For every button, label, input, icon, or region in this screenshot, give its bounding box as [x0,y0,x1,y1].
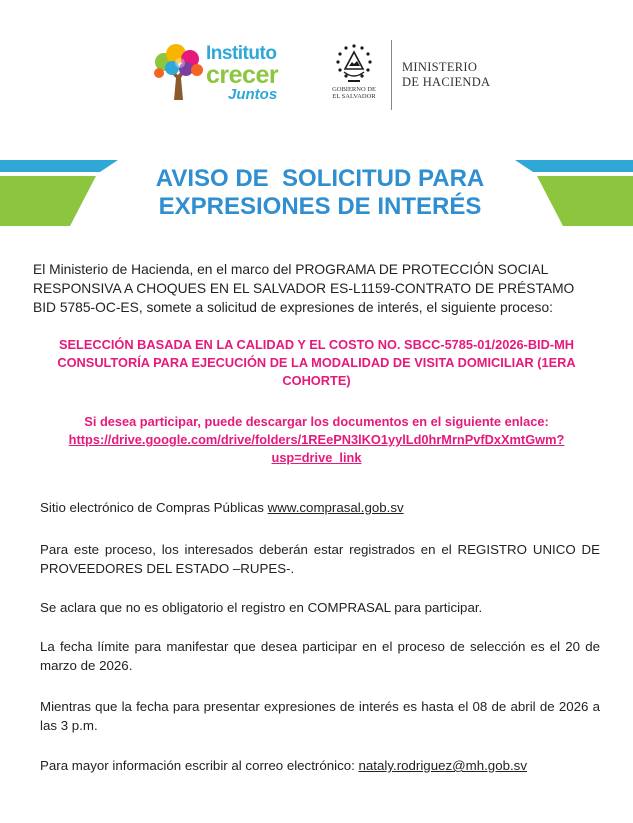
drive-link[interactable] [30,431,603,467]
gobierno-caption: GOBIERNO DE EL SALVADOR [332,86,376,100]
registro-paragraph: Para este proceso, los interesados deberán estar registrados en el REGISTRO UNICO DE PROVEEDORES DEL ESTADO –RUPES-. [40,542,600,576]
crecer-juntos-logo [150,42,300,104]
crecer-wordmark [206,44,302,103]
email-link[interactable]: nataly.rodriguez@mh.gob.sv [358,758,527,773]
header-divider [391,40,392,110]
participation-text: Si desea participar, puede descargar los documentos en el siguiente enlace: [84,414,549,429]
selection-line-2: CONSULTORÍA PARA EJECUCIÓN DE LA MODALIDAD DE VISITA DOMICILIAR (1ERA [57,355,576,370]
gobierno-emblem [328,42,380,114]
aclaracion-paragraph: Se aclara que no es obligatorio el registro en COMPRASAL para participar. [40,600,483,615]
selection-line-1: SELECCIÓN BASADA EN LA CALIDAD Y EL COSTO NO. SBCC-5785-01/2026-BID-MH [58,337,575,352]
tree-logo-icon [150,42,206,102]
fecha-limite-paragraph: La fecha límite para manifestar que desea participar en el proceso de selección es el 20 de marzo de 2026. [40,639,600,673]
title-line-2: EXPRESIONES DE INTERÉS [158,193,482,220]
logo-line-juntos: Juntos [228,86,278,103]
contacto-paragraph [40,756,600,775]
contacto-text: Para mayor información escribir al correo electrónico: [40,758,359,773]
logo-line-crecer: crecer [206,61,279,89]
participation-block [30,413,603,467]
document-header [0,0,633,140]
selection-process-title [30,336,603,390]
compras-text: Sitio electrónico de Compras Públicas [40,500,268,515]
fecha-expresiones-paragraph: Mientras que la fecha para presentar expresiones de interés es hasta el 08 de abril de 2026 a las 3 p.m. [40,699,600,733]
comprasal-link[interactable]: www.comprasal.gob.sv [267,500,404,515]
logo-line-instituto: Instituto [206,43,277,64]
title-line-1: AVISO DE SOLICITUD PARA [155,165,485,192]
selection-line-3: COHORTE) [282,373,351,388]
page-title [110,165,530,221]
ministerio-hacienda-label: MINISTERIO DE HACIENDA [402,60,491,89]
national-seal-icon [334,42,374,86]
drive-link-line-1[interactable]: https://drive.google.com/drive/folders/1REePN3lKO1yylLd0hrMrnPvfDxXmtGwm? [68,432,565,447]
compras-paragraph [40,498,600,517]
intro-paragraph: El Ministerio de Hacienda, en el marco del PROGRAMA DE PROTECCIÓN SOCIAL RESPONSIVA A CHOQUES EN EL SALVADOR ES-L1159-CONTRATO DE PRÉSTAMO BID 5785-OC-ES, somete a solicitud de expresiones de interés, el siguiente proceso: [33,262,575,315]
drive-link-line-2[interactable]: usp=drive_link [271,450,362,465]
